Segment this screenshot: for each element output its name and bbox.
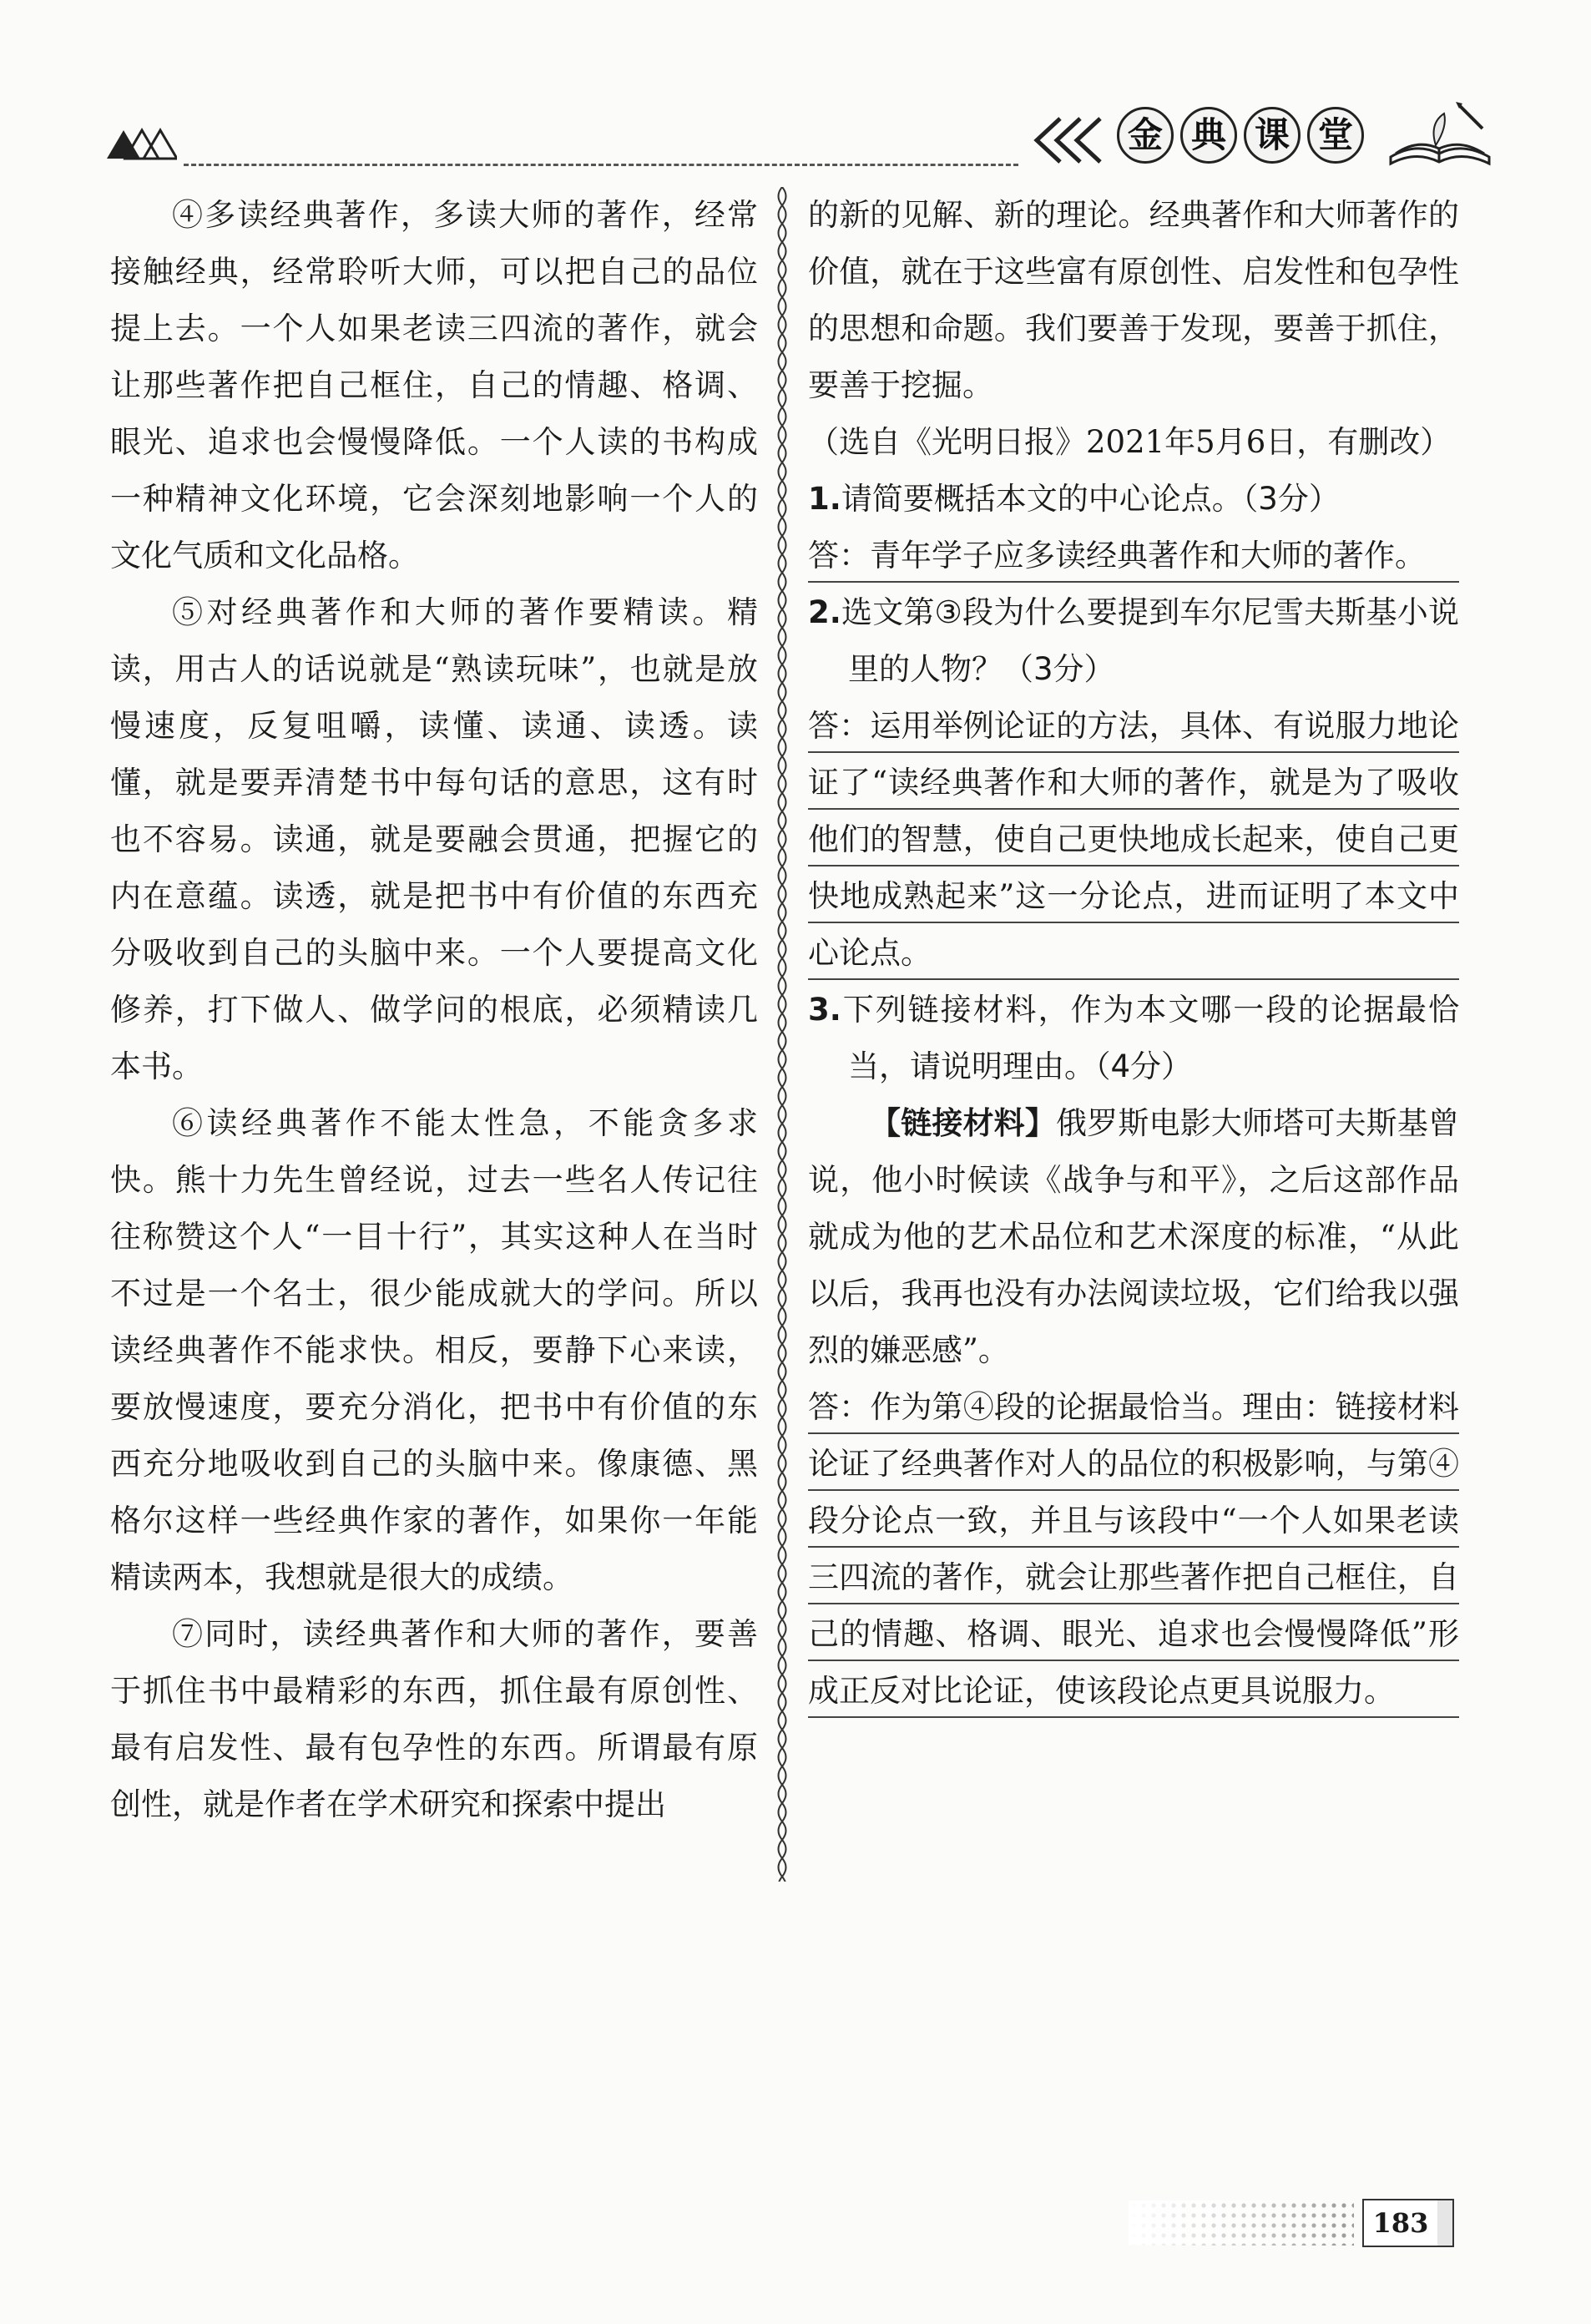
left-column	[110, 187, 758, 1833]
link-material-text: 俄罗斯电影大师塔可夫斯基曾说，他小时候读《战争与和平》，之后这部作品就成为他的艺术品位和艺术深度的标准，“从此以后，我再也没有办法阅读垃圾，它们给我以强烈的嫌恶感”。	[808, 1105, 1459, 1368]
paragraph-7-continued: 的新的见解、新的理论。经典著作和大师著作的价值，就在于这些富有原创性、启发性和包孕性的思想和命题。我们要善于发现，要善于抓住，要善于挖掘。	[808, 197, 1459, 403]
header-dashed-rule	[184, 164, 1018, 166]
source-citation: （选自《光明日报》2021年5月6日，有删改）	[808, 424, 1452, 460]
answer-label: 答：	[808, 708, 871, 744]
question-number: 1.	[808, 481, 841, 517]
answer-2	[808, 698, 1459, 982]
brand-char: 堂	[1307, 107, 1364, 164]
open-book-icon	[1386, 99, 1494, 169]
answer-label: 答：	[808, 1389, 871, 1425]
question-text: 选文第③段为什么要提到车尔尼雪夫斯基小说里的人物？（3分）	[841, 594, 1459, 687]
footer-dot-pattern	[1129, 2200, 1354, 2246]
brand-char: 金	[1117, 107, 1174, 164]
header-chevrons-icon	[1032, 115, 1109, 165]
question-3	[808, 982, 1459, 1095]
paragraph-4: ④多读经典著作，多读大师的著作，经常接触经典，经常聆听大师，可以把自己的品位提上去。一个人如果老读三四流的著作，就会让那些著作把自己框住，自己的情趣、格调、眼光、追求也会慢慢降低。一个人读的书构成一种精神文化环境，它会深刻地影响一个人的文化气质和文化品格。	[110, 197, 758, 573]
paragraph-7: ⑦同时，读经典著作和大师的著作，要善于抓住书中最精彩的东西，抓住最有原创性、最有启发性、最有包孕性的东西。所谓最有原创性，就是作者在学术研究和探索中提出	[110, 1616, 758, 1822]
question-number: 3.	[808, 992, 841, 1028]
page-number-tab	[1437, 2199, 1454, 2247]
answer-text: 作为第④段的论据最恰当。理由：链接材料论证了经典著作对人的品位的积极影响，与第④段分论点一致，并且与该段中“一个人如果老读三四流的著作，就会让那些著作把自己框住，自己的情趣、格调、眼光、追求也会慢慢降低”形成正反对比论证，使该段论点更具说服力。	[808, 1389, 1460, 1709]
brand-char: 课	[1244, 107, 1301, 164]
answer-text: 青年学子应多读经典著作和大师的著作。	[870, 538, 1426, 573]
page-number: 183	[1362, 2199, 1439, 2247]
answer-1	[808, 528, 1459, 584]
question-1	[808, 471, 1459, 528]
right-column	[808, 187, 1459, 1720]
paragraph-6: ⑥读经典著作不能太性急，不能贪多求快。熊十力先生曾经说，过去一些名人传记往往称赞这个人“一目十行”，其实这种人在当时不过是一个名士，很少能成就大的学问。所以读经典著作不能求快。相反，要静下心来读，要放慢速度，要充分消化，把书中有价值的东西充分地吸收到自己的头脑中来。像康德、黑格尔这样一些经典作家的著作，如果你一年能精读两本，我想就是很大的成绩。	[110, 1105, 758, 1595]
link-material	[808, 1095, 1459, 1379]
column-divider	[771, 187, 793, 1882]
answer-3	[808, 1379, 1459, 1720]
question-number: 2.	[808, 594, 841, 630]
question-text: 请简要概括本文的中心论点。（3分）	[841, 481, 1340, 517]
question-2	[808, 584, 1459, 698]
link-material-title: 【链接材料】	[870, 1105, 1056, 1141]
brand-char: 典	[1180, 107, 1237, 164]
paragraph-5: ⑤对经典著作和大师的著作要精读。精读，用古人的话说就是“熟读玩味”，也就是放慢速度，反复咀嚼，读懂、读通、读透。读懂，就是要弄清楚书中每句话的意思，这有时也不容易。读通，就是要融会贯通，把握它的内在意蕴。读透，就是把书中有价值的东西充分吸收到自己的头脑中来。一个人要提高文化修养，打下做人、做学问的根底，必须精读几本书。	[110, 594, 758, 1084]
header-triangles-icon	[107, 127, 177, 160]
question-text: 下列链接材料，作为本文哪一段的论据最恰当，请说明理由。（4分）	[841, 992, 1459, 1084]
brand-title	[1117, 107, 1364, 164]
answer-text: 运用举例论证的方法，具体、有说服力地论证了“读经典著作和大师的著作，就是为了吸收他们的智慧，使自己更快地成长起来，使自己更快地成熟起来”这一分论点，进而证明了本文中心论点。	[808, 708, 1460, 971]
answer-label: 答：	[808, 538, 870, 573]
